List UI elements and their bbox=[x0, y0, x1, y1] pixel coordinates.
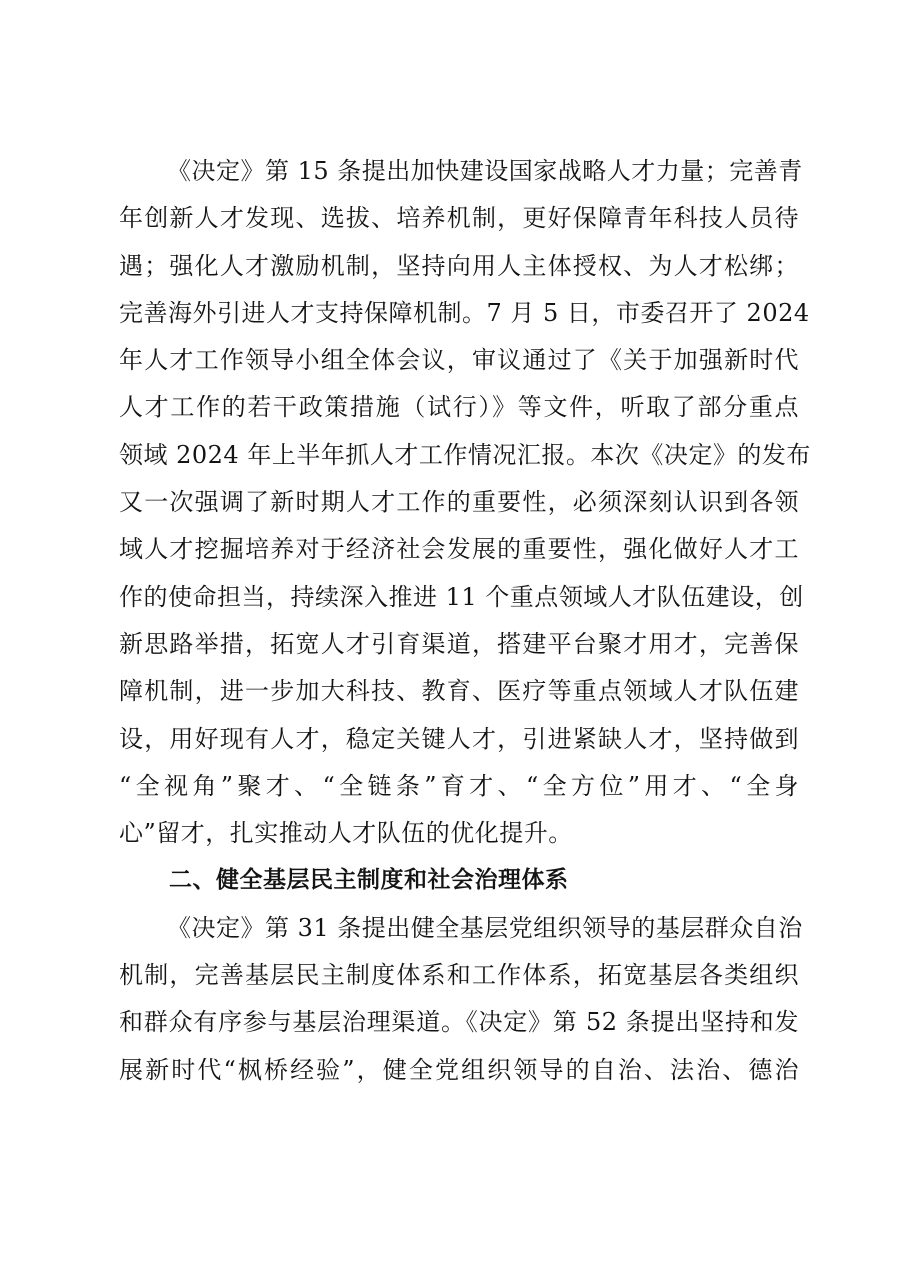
paragraph-line: 设，用好现有人才，稳定关键人才，引进紧缺人才，坚持做到 bbox=[119, 724, 799, 753]
section-heading: 二、健全基层民主制度和社会治理体系 bbox=[169, 867, 569, 894]
paragraph-line: 展新时代“枫桥经验”，健全党组织领导的自治、法治、德治 bbox=[119, 1055, 799, 1084]
paragraph-line: 人才工作的若干政策措施（试行）》等文件，听取了部分重点 bbox=[119, 393, 799, 422]
document-body bbox=[119, 148, 811, 1094]
paragraph-line: 障机制，进一步加大科技、教育、医疗等重点领域人才队伍建 bbox=[119, 677, 799, 706]
paragraph-line: 心”留才，扎实推动人才队伍的优化提升。 bbox=[119, 819, 573, 848]
paragraph-line: 又一次强调了新时期人才工作的重要性，必须深刻认识到各领 bbox=[119, 488, 799, 517]
paragraph-talent-work bbox=[119, 148, 811, 857]
paragraph-line: 完善海外引进人才支持保障机制。7 月 5 日，市委召开了 2024 bbox=[119, 298, 810, 327]
paragraph-line: 新思路举措，拓宽人才引育渠道，搭建平台聚才用才，完善保 bbox=[119, 629, 799, 658]
paragraph-line: 年创新人才发现、选拔、培养机制，更好保障青年科技人员待 bbox=[119, 204, 799, 233]
paragraph-line: 机制，完善基层民主制度体系和工作体系，拓宽基层各类组织 bbox=[119, 961, 799, 990]
paragraph-line: 遇；强化人才激励机制，坚持向用人主体授权、为人才松绑； bbox=[119, 251, 799, 280]
paragraph-line: 《决定》第 15 条提出加快建设国家战略人才力量；完善青 bbox=[167, 157, 803, 185]
paragraph-line: 年人才工作领导小组全体会议，审议通过了《关于加强新时代 bbox=[119, 346, 799, 375]
paragraph-line: 和群众有序参与基层治理渠道。《决定》第 52 条提出坚持和发 bbox=[119, 1008, 799, 1037]
paragraph-line: “全视角”聚才、“全链条”育才、“全方位”用才、“全身 bbox=[119, 771, 799, 800]
paragraph-line: 作的使命担当，持续深入推进 11 个重点领域人才队伍建设，创 bbox=[119, 582, 804, 611]
paragraph-line: 领域 2024 年上半年抓人才工作情况汇报。本次《决定》的发布 bbox=[119, 440, 811, 469]
paragraph-line: 《决定》第 31 条提出健全基层党组织领导的基层群众自治 bbox=[167, 913, 803, 942]
paragraph-grassroots-governance bbox=[119, 905, 803, 1094]
paragraph-line: 域人才挖掘培养对于经济社会发展的重要性，强化做好人才工 bbox=[119, 535, 799, 564]
